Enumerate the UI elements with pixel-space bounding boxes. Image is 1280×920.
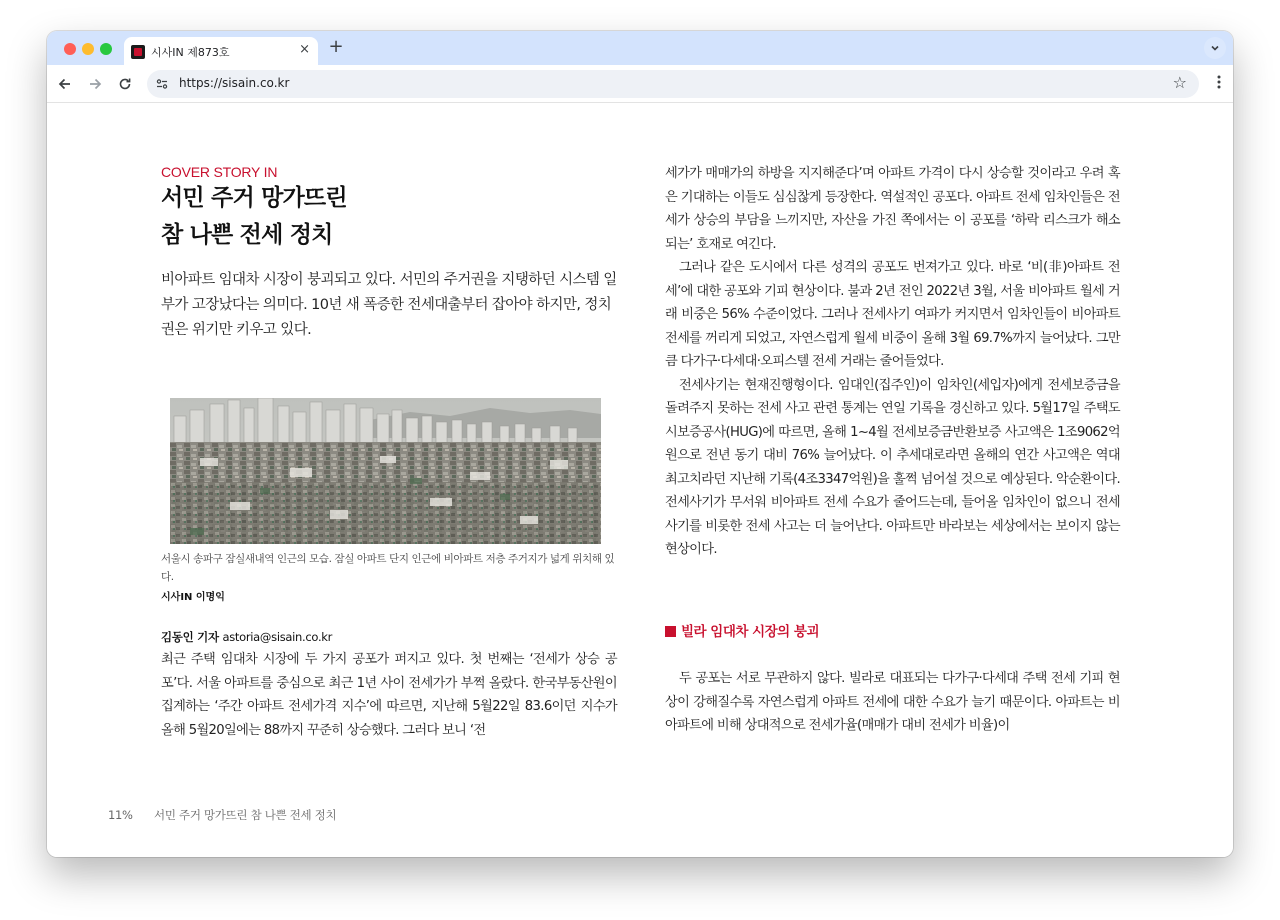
more-vert-icon: [1217, 75, 1221, 89]
tab-strip: [47, 31, 1233, 65]
arrow-right-icon: [88, 77, 102, 91]
maximize-window-button[interactable]: [100, 43, 112, 55]
url-text[interactable]: https://sisain.co.kr: [179, 76, 290, 90]
photo-caption: 서울시 송파구 잠실새내역 인근의 모습. 잠실 아파트 단지 인근에 비아파트 저층 주거지가 넓게 위치해 있다.: [161, 553, 615, 583]
headline-line-1: 서민 주거 망가뜨린: [161, 185, 347, 211]
left-body-text: [161, 648, 617, 742]
reader-page: [47, 104, 1233, 857]
new-tab-button[interactable]: +: [328, 36, 344, 57]
bookmark-star-icon[interactable]: ☆: [1172, 73, 1187, 92]
photo-credit: 시사IN 이명익: [161, 592, 225, 603]
kicker: COVER STORY IN: [161, 164, 278, 180]
tab-close-icon[interactable]: ×: [299, 42, 310, 57]
site-settings-icon[interactable]: [156, 78, 168, 90]
minimize-window-button[interactable]: [82, 43, 94, 55]
subheading-text: 빌라 임대차 시장의 붕괴: [681, 624, 820, 640]
red-square-icon: [665, 626, 676, 637]
chevron-down-icon: [1210, 43, 1220, 53]
reload-button[interactable]: [115, 74, 135, 94]
tab-title: 시사IN 제873호: [151, 46, 230, 59]
reading-progress: 11%: [108, 808, 133, 822]
reader-footer: [108, 807, 336, 823]
toolbar: [47, 65, 1233, 103]
right-body-top: [665, 162, 1120, 562]
address-bar[interactable]: [147, 70, 1199, 98]
paragraph: 그러나 같은 도시에서 다른 성격의 공포도 번져가고 있다. 바로 ‘비(非)아파트 전세’에 대한 공포와 기피 현상이다. 불과 2년 전인 2022년 3월, 서울 비아파트 월세 거래 비중은 56% 수준이었다. 그러나 전세사기 여파가 커지면서 임차인들이 비아파트 전세를 꺼리게 되었고, 자연스럽게 월세 비중이 올해 3월 69.7%까지 늘어났다. 그만큼 다가구·다세대·오피스텔 전세 거래는 줄어들었다.: [665, 260, 1120, 369]
lede: 비아파트 임대차 시장이 붕괴되고 있다. 서민의 주거권을 지탱하던 시스템 일부가 고장났다는 의미다. 10년 새 폭증한 전세대출부터 잡아야 하지만, 정치권은 위기만 키우고 있다.: [161, 272, 617, 338]
arrow-left-icon: [58, 77, 72, 91]
section-subheading: [665, 620, 819, 640]
cover-photo: [170, 398, 601, 544]
footer-chapter-title: 서민 주거 망가뜨린 참 나쁜 전세 정치: [154, 808, 337, 822]
right-body-bottom: [665, 667, 1120, 738]
headline-line-2: 참 나쁜 전세 정치: [161, 222, 333, 248]
byline-name: 김동인 기자: [161, 630, 219, 644]
paragraph: 세가가 매매가의 하방을 지지해준다’며 아파트 가격이 다시 상승할 것이라고 우려 혹은 기대하는 이들도 심심찮게 등장한다. 역설적인 공포다. 아파트 전세 임차인들은 전세가 상승의 부담을 느끼지만, 자산을 가진 쪽에서는 이 공포를 ‘하락 리스크가 해소되는’ 호재로 여긴다.: [665, 166, 1120, 252]
paragraph: 두 공포는 서로 무관하지 않다. 빌라로 대표되는 다가구·다세대 주택 전세 기피 현상이 강해질수록 자연스럽게 아파트 전세에 대한 수요가 늘기 때문이다. 아파트는 비아파트에 비해 상대적으로 전세가율(매매가 대비 전세가 비율)이: [665, 671, 1120, 733]
city-skyline-image: [170, 398, 601, 544]
byline-email[interactable]: astoria@sisain.co.kr: [222, 630, 333, 644]
paragraph: 전세사기는 현재진행형이다. 임대인(집주인)이 임차인(세입자)에게 전세보증금을 돌려주지 못하는 전세 사고 관련 통계는 연일 기록을 경신하고 있다. 5월17일 주택도시보증공사(HUG)에 따르면, 올해 1~4월 전세보증금반환보증 사고액은 1조9062억원으로 전년 동기 대비 76% 늘어났다. 이 추세대로라면 올해의 연간 사고액은 역대 최고치라던 지난해 기록(4조3347억원)을 훌쩍 넘어설 것으로 예상된다. 악순환이다. 전세사기가 무서워 비아파트 전세 수요가 줄어드는데, 들어올 임차인이 없으니 전세사기를 비롯한 전세 사고는 더 늘어난다. 아파트만 바라보는 세상에서는 보이지 않는 현상이다.: [665, 377, 1120, 557]
tab-search-button[interactable]: [1204, 37, 1226, 59]
left-column: [161, 164, 617, 738]
reload-icon: [118, 77, 132, 91]
paragraph: 최근 주택 임대차 시장에 두 가지 공포가 퍼지고 있다. 첫 번째는 ‘전세가 상승 공포’다. 서울 아파트를 중심으로 최근 1년 사이 전세가가 부쩍 올랐다. 한국부동산원이 집계하는 ‘주간 아파트 전세가격 지수’에 따르면, 지난해 5월22일 83.6이던 지수가 올해 5월20일에는 88까지 꾸준히 상승했다. 그러다 보니 ‘전: [161, 652, 617, 738]
close-window-button[interactable]: [64, 43, 76, 55]
page-title: [161, 180, 617, 254]
sisain-favicon-icon: [131, 45, 145, 59]
byline: [161, 629, 332, 645]
browser-window: [47, 31, 1233, 857]
forward-button[interactable]: [85, 74, 105, 94]
browser-menu-button[interactable]: [1217, 74, 1221, 94]
tab-active[interactable]: [124, 37, 318, 65]
back-button[interactable]: [55, 74, 75, 94]
